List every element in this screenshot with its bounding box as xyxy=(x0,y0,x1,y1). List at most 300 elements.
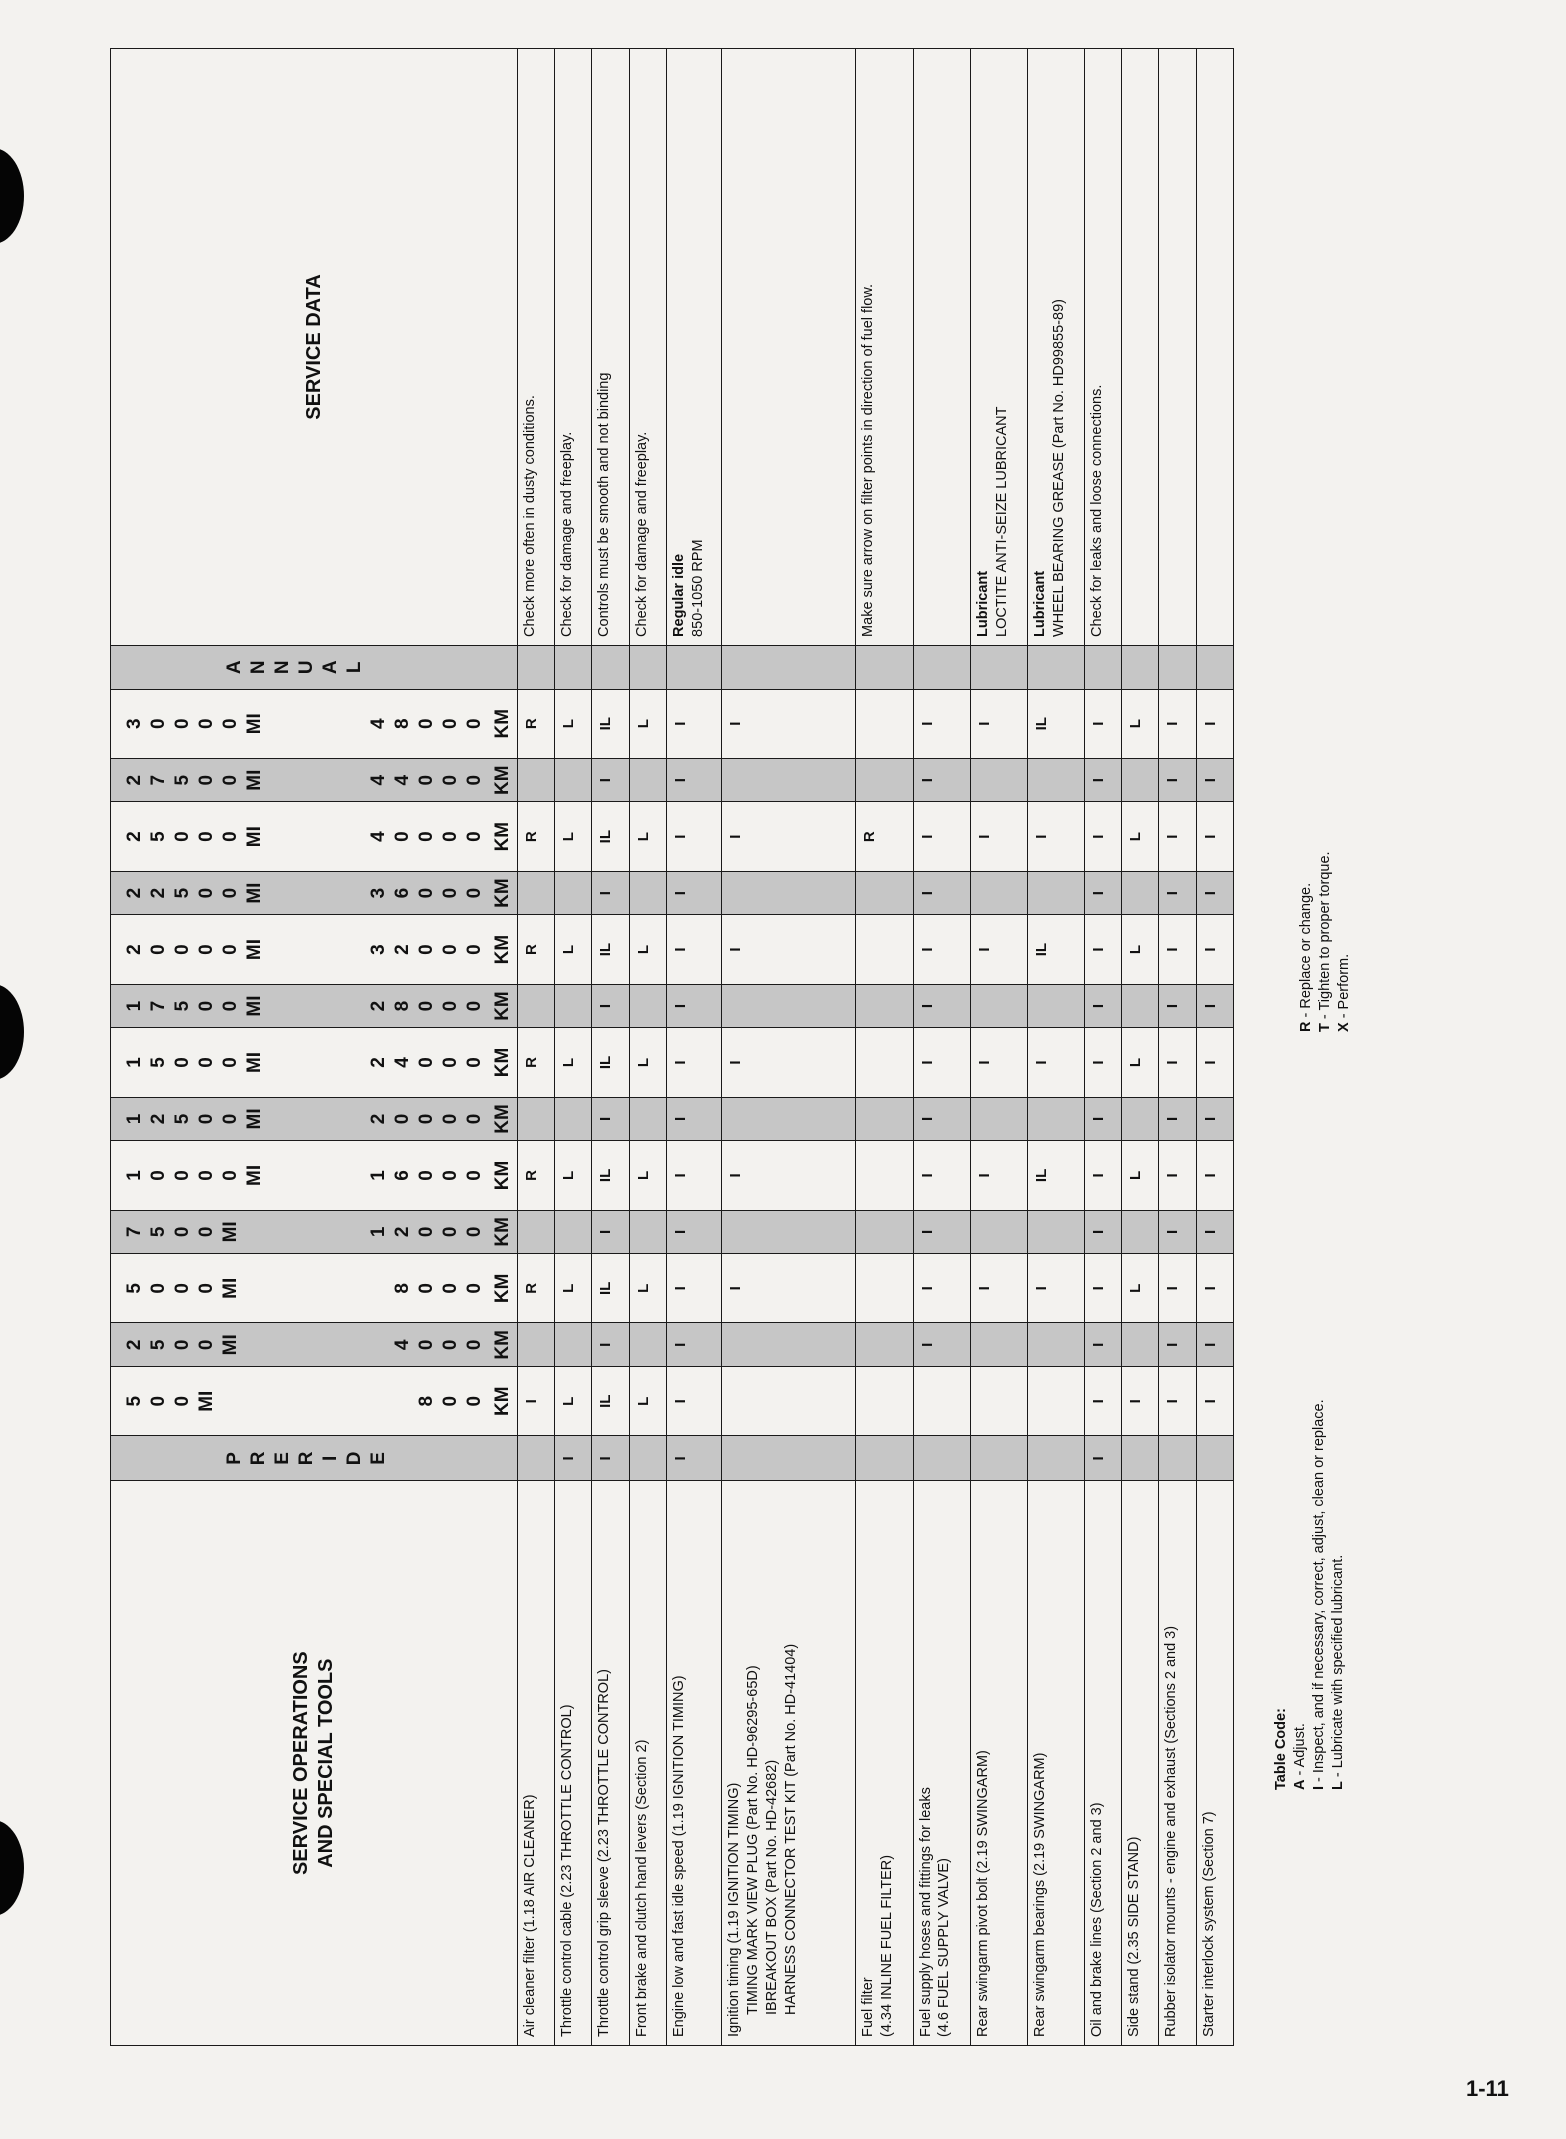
interval-unit-mi: MI xyxy=(220,1221,241,1243)
interval-code-cell: I xyxy=(1159,915,1196,984)
interval-code-cell: I xyxy=(1159,802,1196,871)
service-data-cell xyxy=(1084,49,1121,646)
interval-code-cell: I xyxy=(518,1367,555,1436)
interval-code-cell xyxy=(722,1210,856,1254)
interval-code-cell: L xyxy=(555,1254,592,1323)
service-data-cell xyxy=(666,49,721,646)
interval-code-cell xyxy=(970,1210,1027,1254)
interval-code-cell xyxy=(555,1097,592,1141)
interval-code-cell: I xyxy=(666,1141,721,1210)
interval-label: 2 5 0 0 xyxy=(124,1339,217,1351)
service-data-text: LOCTITE ANTI-SEIZE LUBRICANT xyxy=(993,406,1010,637)
service-data-text: Check more often in dusty conditions. xyxy=(522,395,538,637)
interval-unit-mi: MI xyxy=(244,1108,265,1130)
service-operation-cell xyxy=(1084,1481,1121,2046)
legend-description: - Tighten to proper torque. xyxy=(1317,851,1333,1024)
interval-code-cell xyxy=(1122,871,1159,915)
interval-code-cell: L xyxy=(555,1141,592,1210)
interval-code-cell: I xyxy=(722,1028,856,1097)
interval-code-cell: I xyxy=(1159,1210,1196,1254)
maintenance-schedule-table xyxy=(110,48,1234,2046)
interval-km: 4 4 0 0 0 xyxy=(368,774,485,786)
interval-code-cell: I xyxy=(1196,1141,1233,1210)
interval-code-cell xyxy=(722,1436,856,1481)
interval-label: 1 0 0 0 0 xyxy=(124,1170,241,1181)
interval-code-cell xyxy=(856,1028,913,1097)
interval-code-cell: I xyxy=(1084,1210,1121,1254)
service-operation-text: Ignition timing (1.19 IGNITION TIMING) xyxy=(726,1782,743,2037)
interval-code-cell xyxy=(913,645,970,689)
service-data-cell xyxy=(1122,49,1159,646)
interval-km: 2 4 0 0 0 xyxy=(368,1057,485,1068)
legend-description: - Adjust. xyxy=(1292,1723,1308,1780)
interval-code-cell xyxy=(518,645,555,689)
interval-code-cell: L xyxy=(555,802,592,871)
interval-code-cell: I xyxy=(592,758,629,802)
interval-code-cell: IL xyxy=(592,689,629,758)
interval-code-cell: I xyxy=(1196,871,1233,915)
legend-entry xyxy=(1329,1390,1348,1790)
interval-code-cell: I xyxy=(666,1367,721,1436)
interval-code-cell xyxy=(856,1367,913,1436)
interval-code-cell xyxy=(629,871,666,915)
interval-code-cell: I xyxy=(913,1254,970,1323)
interval-unit-km: KM xyxy=(492,878,513,908)
service-operation-text: Rear swingarm bearings (2.19 SWINGARM) xyxy=(1031,1752,1048,2037)
interval-code-cell xyxy=(856,758,913,802)
table-row xyxy=(1084,49,1121,2046)
interval-code-cell xyxy=(518,1210,555,1254)
interval-code-cell xyxy=(970,1367,1027,1436)
interval-code-cell: I xyxy=(722,915,856,984)
interval-code-cell xyxy=(1027,758,1084,802)
interval-code-cell: I xyxy=(913,984,970,1028)
legend-description: - Inspect, and if necessary, correct, adjust, clean or replace. xyxy=(1311,1399,1327,1786)
table-row xyxy=(592,49,629,2046)
interval-header-annual xyxy=(111,645,518,689)
interval-unit-km: KM xyxy=(492,991,513,1021)
service-data-cell xyxy=(518,49,555,646)
service-data-text: Controls must be smooth and not binding xyxy=(596,372,613,637)
interval-code-cell: L xyxy=(555,1367,592,1436)
ops-header-line: AND SPECIAL TOOLS xyxy=(315,1658,337,1868)
interval-code-cell: L xyxy=(629,915,666,984)
service-operation-text: HARNESS CONNECTOR TEST KIT (Part No. HD-41404) xyxy=(782,1643,799,2015)
interval-code-cell xyxy=(1122,1436,1159,1481)
service-data-label: Lubricant xyxy=(1031,570,1048,637)
service-operation-cell xyxy=(1196,1481,1233,2046)
interval-code-cell: I xyxy=(592,984,629,1028)
table-row xyxy=(1196,49,1233,2046)
table-row xyxy=(1159,49,1196,2046)
legend-code: I xyxy=(1311,1785,1327,1790)
interval-unit-mi: MI xyxy=(244,826,265,848)
interval-code-cell: IL xyxy=(592,1028,629,1097)
interval-code-cell: I xyxy=(1027,802,1084,871)
interval-code-cell: I xyxy=(666,758,721,802)
interval-code-cell: I xyxy=(1196,758,1233,802)
page-number: 1-11 xyxy=(1466,2076,1509,2101)
table-row xyxy=(555,49,592,2046)
interval-code-cell: I xyxy=(1159,1028,1196,1097)
interval-code-cell: I xyxy=(913,1141,970,1210)
interval-unit-mi: MI xyxy=(244,939,265,961)
interval-unit-km: KM xyxy=(492,708,513,739)
interval-code-cell: I xyxy=(555,1436,592,1481)
interval-code-cell xyxy=(856,1436,913,1481)
interval-code-cell: I xyxy=(1196,915,1233,984)
interval-unit-km: KM xyxy=(492,1160,513,1191)
legend-code: L xyxy=(1330,1781,1346,1790)
legend-entry xyxy=(1291,1390,1310,1790)
interval-code-cell: I xyxy=(970,689,1027,758)
interval-unit-km: KM xyxy=(492,1047,513,1078)
interval-code-cell: I xyxy=(1159,758,1196,802)
service-operation-cell xyxy=(592,1481,629,2046)
ops-header-line: SERVICE OPERATIONS xyxy=(290,1651,312,1876)
interval-code-cell: I xyxy=(1196,1210,1233,1254)
service-operation-cell xyxy=(629,1481,666,2046)
service-operation-text: IBREAKOUT BOX (Part No. HD-42682) xyxy=(764,1759,781,2015)
interval-header-5000 xyxy=(111,1254,518,1323)
interval-code-cell: I xyxy=(722,689,856,758)
service-operation-text: Rubber isolator mounts - engine and exhaust (Sections 2 and 3) xyxy=(1163,1625,1180,2037)
interval-code-cell: I xyxy=(592,871,629,915)
interval-code-cell xyxy=(1122,645,1159,689)
interval-code-cell xyxy=(856,984,913,1028)
binder-hole xyxy=(0,984,24,1080)
interval-code-cell xyxy=(856,1210,913,1254)
interval-code-cell: I xyxy=(913,871,970,915)
interval-code-cell xyxy=(555,758,592,802)
interval-code-cell: I xyxy=(1159,1097,1196,1141)
interval-code-cell xyxy=(629,1323,666,1367)
interval-unit-km: KM xyxy=(492,1330,513,1360)
interval-code-cell: I xyxy=(1084,1254,1121,1323)
interval-code-cell xyxy=(722,1097,856,1141)
interval-code-cell: I xyxy=(1027,1028,1084,1097)
interval-code-cell: I xyxy=(913,1097,970,1141)
legend-entry xyxy=(1335,732,1354,1032)
service-operation-text: Fuel supply hoses and fittings for leaks xyxy=(917,1787,934,2037)
interval-code-cell xyxy=(1122,1097,1159,1141)
interval-code-cell xyxy=(970,1323,1027,1367)
service-data-text: Check for damage and freeplay. xyxy=(559,431,576,637)
interval-code-cell xyxy=(592,645,629,689)
interval-unit-mi: MI xyxy=(196,1390,217,1412)
interval-code-cell: L xyxy=(629,1028,666,1097)
interval-code-cell xyxy=(555,871,592,915)
interval-label: 1 5 0 0 0 xyxy=(124,1057,241,1068)
interval-label: 3 0 0 0 0 xyxy=(124,718,241,729)
interval-unit-km: KM xyxy=(492,1273,513,1304)
service-operation-text: Throttle control cable (2.23 THROTTLE CONTROL) xyxy=(559,1704,576,2037)
table-row xyxy=(518,49,555,2046)
header-row xyxy=(111,49,518,2046)
service-operation-text: TIMING MARK VIEW PLUG (Part No. HD-96295-65D) xyxy=(745,1665,762,2015)
interval-code-cell: I xyxy=(1084,802,1121,871)
service-data-text: WHEEL BEARING GREASE (Part No. HD99855-89) xyxy=(1050,299,1067,637)
table-row xyxy=(913,49,970,2046)
interval-code-cell: I xyxy=(666,1028,721,1097)
interval-code-cell xyxy=(856,1097,913,1141)
interval-code-cell: L xyxy=(1122,915,1159,984)
service-data-label: Lubricant xyxy=(974,570,991,637)
service-operation-text: Throttle control grip sleeve (2.23 THROTTLE CONTROL) xyxy=(596,1669,613,2037)
interval-code-cell: R xyxy=(856,802,913,871)
service-operation-cell xyxy=(518,1481,555,2046)
interval-label: 1 2 5 0 0 xyxy=(124,1113,241,1125)
interval-code-cell xyxy=(1122,1210,1159,1254)
interval-code-cell: I xyxy=(592,1210,629,1254)
binder-hole xyxy=(0,148,24,244)
interval-code-cell xyxy=(1159,1436,1196,1481)
legend-description: - Replace or change. xyxy=(1298,882,1314,1022)
interval-code-cell: I xyxy=(913,915,970,984)
interval-header-17500 xyxy=(111,984,518,1028)
service-data-cell xyxy=(629,49,666,646)
service-data-cell xyxy=(592,49,629,646)
service-operation-cell xyxy=(722,1481,856,2046)
table-row xyxy=(970,49,1027,2046)
interval-label: 2 2 5 0 0 xyxy=(124,887,241,899)
interval-code-cell: R xyxy=(518,1254,555,1323)
interval-code-cell xyxy=(856,1141,913,1210)
interval-code-cell: I xyxy=(666,802,721,871)
legend-code: A xyxy=(1292,1779,1308,1790)
interval-code-cell: I xyxy=(913,689,970,758)
interval-label: 2 0 0 0 0 xyxy=(124,944,241,955)
interval-label: 5 0 0 0 xyxy=(124,1283,217,1294)
interval-code-cell xyxy=(722,758,856,802)
interval-code-cell: I xyxy=(666,871,721,915)
interval-code-cell: IL xyxy=(592,1141,629,1210)
interval-label: A N N U A L xyxy=(224,660,365,675)
interval-code-cell: I xyxy=(970,1254,1027,1323)
interval-code-cell: IL xyxy=(592,1367,629,1436)
interval-code-cell xyxy=(970,645,1027,689)
interval-header-27500 xyxy=(111,758,518,802)
interval-km: 4 0 0 0 0 xyxy=(368,831,485,842)
service-data-cell xyxy=(970,49,1027,646)
interval-header-10000 xyxy=(111,1141,518,1210)
interval-code-cell: I xyxy=(666,915,721,984)
interval-code-cell: I xyxy=(592,1436,629,1481)
interval-code-cell: I xyxy=(666,1097,721,1141)
interval-code-cell: I xyxy=(1084,1367,1121,1436)
interval-code-cell: I xyxy=(1084,1436,1121,1481)
interval-code-cell: I xyxy=(666,1254,721,1323)
interval-code-cell: I xyxy=(913,802,970,871)
interval-code-cell: I xyxy=(666,984,721,1028)
interval-header-25000 xyxy=(111,802,518,871)
interval-code-cell: R xyxy=(518,689,555,758)
service-data-text: 850-1050 RPM xyxy=(689,539,706,637)
interval-code-cell: I xyxy=(1122,1367,1159,1436)
interval-code-cell xyxy=(913,1367,970,1436)
interval-code-cell: L xyxy=(629,1141,666,1210)
service-data-cell xyxy=(722,49,856,646)
interval-unit-km: KM xyxy=(492,934,513,965)
service-operation-text: Oil and brake lines (Section 2 and 3) xyxy=(1088,1802,1105,2037)
interval-code-cell: IL xyxy=(1027,1141,1084,1210)
interval-code-cell: I xyxy=(1084,758,1121,802)
interval-km: 3 6 0 0 0 xyxy=(368,887,485,899)
interval-code-cell: I xyxy=(666,1210,721,1254)
interval-code-cell xyxy=(555,645,592,689)
service-operation-text: Engine low and fast idle speed (1.19 IGNITION TIMING) xyxy=(670,1675,687,2037)
interval-code-cell: I xyxy=(1159,689,1196,758)
interval-label: 2 7 5 0 0 xyxy=(124,774,241,786)
service-data-cell xyxy=(856,49,913,646)
interval-unit-mi: MI xyxy=(220,1277,241,1299)
interval-code-cell: I xyxy=(1084,1141,1121,1210)
interval-code-cell: I xyxy=(1159,1141,1196,1210)
interval-code-cell xyxy=(1196,1436,1233,1481)
legend-code: T xyxy=(1317,1023,1333,1032)
service-data-text: Check for damage and freeplay. xyxy=(633,431,650,637)
interval-code-cell xyxy=(970,1436,1027,1481)
interval-code-cell: I xyxy=(1084,1028,1121,1097)
interval-code-cell xyxy=(1084,645,1121,689)
interval-code-cell xyxy=(1027,1097,1084,1141)
interval-km: 4 8 0 0 0 xyxy=(368,718,485,729)
interval-code-cell: I xyxy=(970,802,1027,871)
interval-code-cell: I xyxy=(1159,1254,1196,1323)
interval-unit-mi: MI xyxy=(220,1334,241,1356)
interval-unit-km: KM xyxy=(492,765,513,795)
interval-code-cell xyxy=(555,1210,592,1254)
service-data-text: Check for leaks and loose connections. xyxy=(1088,384,1105,637)
interval-code-cell: I xyxy=(666,1323,721,1367)
service-operation-cell xyxy=(913,1481,970,2046)
table-row xyxy=(666,49,721,2046)
interval-code-cell xyxy=(722,1367,856,1436)
service-data-cell xyxy=(1027,49,1084,646)
interval-code-cell xyxy=(970,1097,1027,1141)
table-row xyxy=(629,49,666,2046)
interval-unit-km: KM xyxy=(492,821,513,852)
interval-code-cell xyxy=(856,645,913,689)
service-operation-cell xyxy=(970,1481,1027,2046)
interval-code-cell xyxy=(518,871,555,915)
interval-code-cell xyxy=(722,1323,856,1367)
interval-code-cell xyxy=(518,758,555,802)
interval-code-cell: I xyxy=(1084,915,1121,984)
interval-code-cell xyxy=(1122,1323,1159,1367)
interval-code-cell: I xyxy=(1196,1367,1233,1436)
interval-km: 4 0 0 0 xyxy=(392,1339,485,1351)
interval-code-cell: I xyxy=(970,1141,1027,1210)
interval-header-15000 xyxy=(111,1028,518,1097)
service-operation-cell xyxy=(666,1481,721,2046)
interval-header-22500 xyxy=(111,871,518,915)
legend-title: Table Code: xyxy=(1273,1708,1289,1790)
interval-code-cell: I xyxy=(666,689,721,758)
interval-code-cell xyxy=(629,1097,666,1141)
interval-code-cell: L xyxy=(555,915,592,984)
interval-code-cell: I xyxy=(1084,871,1121,915)
interval-code-cell: I xyxy=(1196,984,1233,1028)
interval-code-cell xyxy=(629,758,666,802)
service-data-cell xyxy=(555,49,592,646)
interval-code-cell xyxy=(970,984,1027,1028)
interval-code-cell: I xyxy=(1084,1323,1121,1367)
service-operation-cell xyxy=(856,1481,913,2046)
service-operation-text: Side stand (2.35 SIDE STAND) xyxy=(1126,1836,1143,2037)
interval-header-12500 xyxy=(111,1097,518,1141)
interval-label: P R E R I D E xyxy=(224,1451,389,1466)
legend-entry xyxy=(1316,732,1335,1032)
interval-code-cell: I xyxy=(1196,1097,1233,1141)
table-row xyxy=(722,49,856,2046)
service-operation-cell xyxy=(1159,1481,1196,2046)
interval-code-cell: L xyxy=(629,1367,666,1436)
interval-header-pre-ride xyxy=(111,1436,518,1481)
table-row xyxy=(1027,49,1084,2046)
interval-code-cell: I xyxy=(1196,689,1233,758)
interval-code-cell xyxy=(722,645,856,689)
interval-code-cell xyxy=(518,1323,555,1367)
legend-code: R xyxy=(1298,1021,1314,1032)
interval-code-cell xyxy=(856,871,913,915)
interval-header-2500 xyxy=(111,1323,518,1367)
interval-code-cell: I xyxy=(1159,871,1196,915)
service-data-cell xyxy=(913,49,970,646)
interval-code-cell: L xyxy=(1122,1254,1159,1323)
interval-km: 1 6 0 0 0 xyxy=(368,1170,485,1181)
interval-code-cell: I xyxy=(666,1436,721,1481)
interval-label: 5 0 0 xyxy=(124,1395,193,1407)
service-data-cell xyxy=(1159,49,1196,646)
interval-code-cell xyxy=(1122,984,1159,1028)
interval-code-cell xyxy=(1122,758,1159,802)
interval-km: 8 0 0 0 xyxy=(392,1283,485,1294)
interval-label: 2 5 0 0 0 xyxy=(124,831,241,842)
service-operation-text: Fuel filter xyxy=(860,1977,877,2037)
interval-code-cell: IL xyxy=(1027,689,1084,758)
interval-code-cell: L xyxy=(1122,689,1159,758)
table-row xyxy=(1122,49,1159,2046)
interval-code-cell xyxy=(1159,645,1196,689)
service-operation-text: (4.34 INLINE FUEL FILTER) xyxy=(879,1854,896,2037)
service-operations-header xyxy=(111,1481,518,2046)
table-code-legend-continued xyxy=(1297,732,1354,1032)
interval-code-cell: L xyxy=(629,1254,666,1323)
interval-code-cell xyxy=(629,984,666,1028)
interval-code-cell: I xyxy=(1084,984,1121,1028)
legend-entry xyxy=(1310,1390,1329,1790)
interval-code-cell: I xyxy=(1159,1323,1196,1367)
table-row xyxy=(856,49,913,2046)
interval-unit-mi: MI xyxy=(244,1164,265,1186)
interval-code-cell xyxy=(1196,645,1233,689)
interval-code-cell: I xyxy=(913,1028,970,1097)
interval-code-cell: R xyxy=(518,915,555,984)
interval-code-cell: L xyxy=(629,802,666,871)
service-operation-text: Rear swingarm pivot bolt (2.19 SWINGARM) xyxy=(974,1750,991,2037)
interval-code-cell: IL xyxy=(592,802,629,871)
service-operation-text: Front brake and clutch hand levers (Section 2) xyxy=(633,1739,650,2037)
binder-hole xyxy=(0,1820,24,1916)
interval-code-cell xyxy=(629,1210,666,1254)
interval-code-cell xyxy=(856,1254,913,1323)
interval-code-cell xyxy=(856,1323,913,1367)
interval-header-20000 xyxy=(111,915,518,984)
interval-header-7500 xyxy=(111,1210,518,1254)
interval-code-cell: I xyxy=(913,1210,970,1254)
table-code-legend xyxy=(1272,1390,1348,1790)
